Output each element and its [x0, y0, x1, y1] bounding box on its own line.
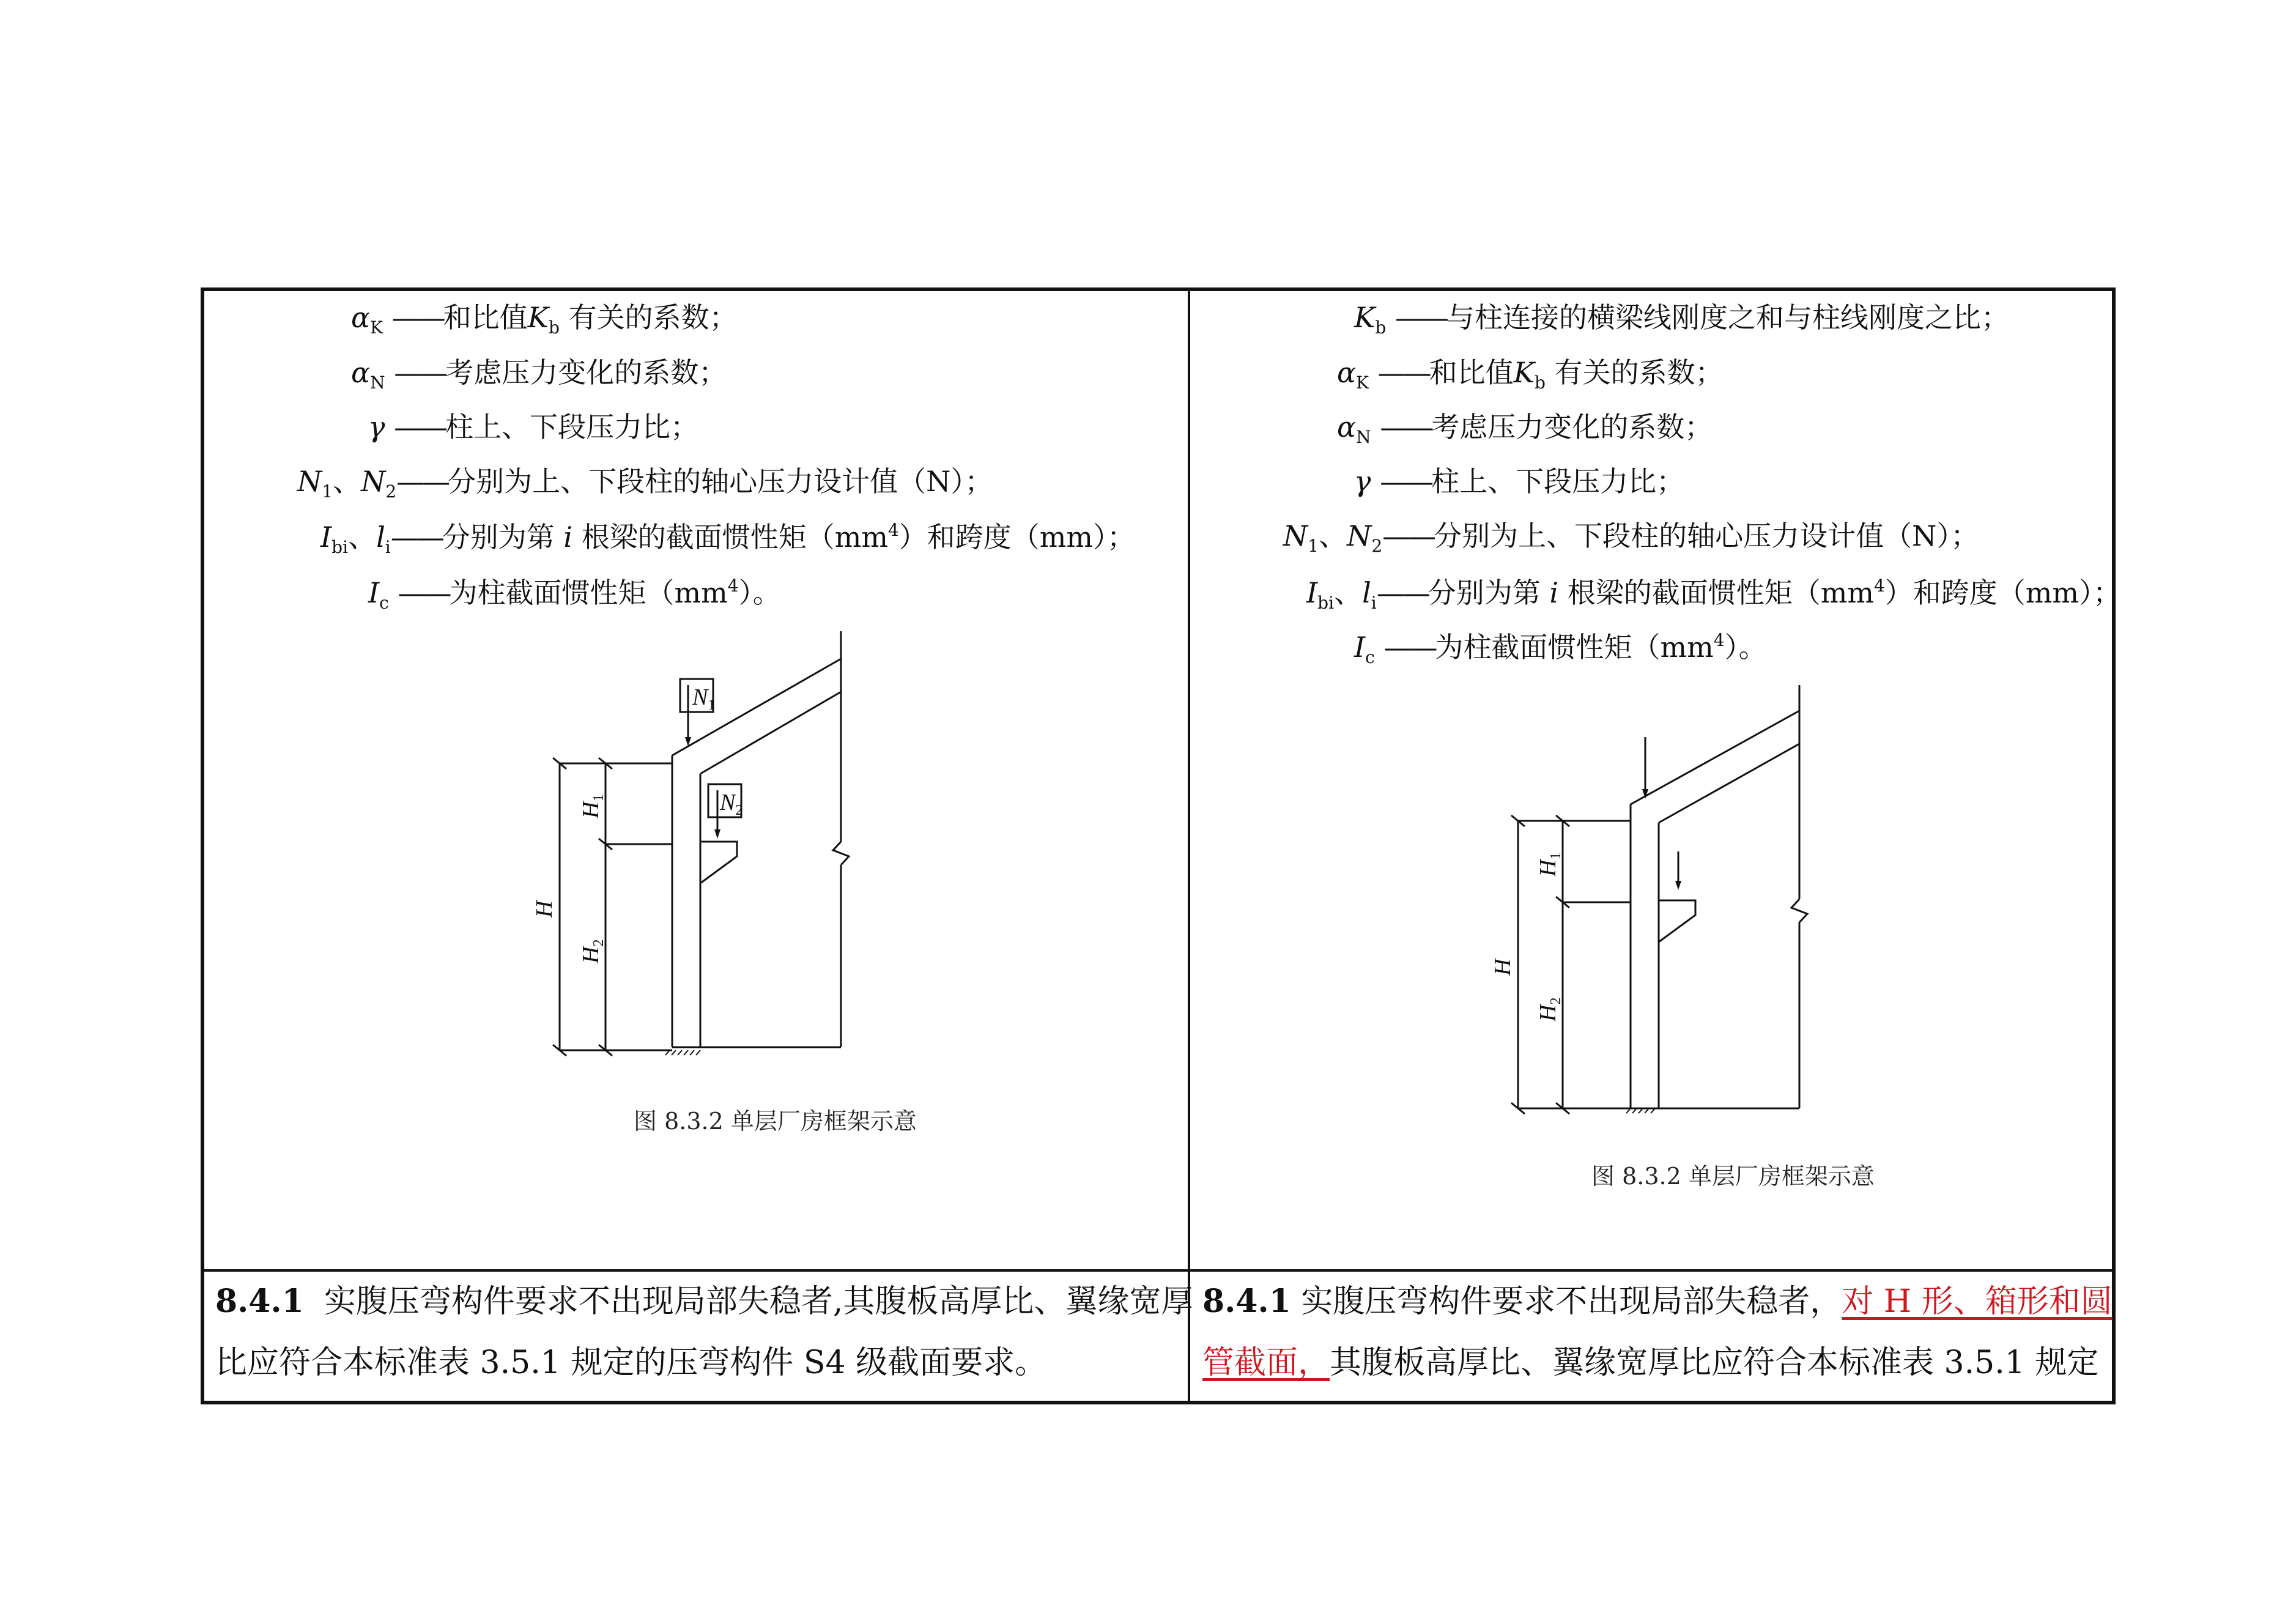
right-def-n1-n2: $N_1$、$N_2——$分别为上、下段柱的轴心压力设计值（N）； — [1283, 519, 1979, 556]
right-def-alpha-n: $\alpha_N$ ——考虑压力变化的系数； — [1337, 410, 1713, 447]
right-clause-inserted-text-1: 对 H 形、箱形和圆 — [1842, 1283, 2113, 1320]
table-border-right — [2112, 287, 2116, 1404]
right-figure-caption: 图 8.3.2 单层厂房框架示意 — [1591, 1163, 1875, 1190]
right-def-ibi-li: $I_{bi}$、$l_i——$分别为第 i 根梁的截面惯性矩$(mm^4)$和跨度（mm）； — [1306, 576, 2122, 613]
right-clause-line2: 管截面，其腹板高厚比、翼缘宽厚比应符合本标准表 3.5.1 规定 — [1202, 1344, 2099, 1381]
right-label-h: H — [1490, 958, 1516, 976]
left-clause-line1: 8.4.1 实腹压弯构件要求不出现局部失稳者,其腹板高厚比、翼缘宽厚 — [215, 1283, 1193, 1320]
left-label-h2: $H_2$ — [578, 939, 607, 963]
table-row-divider — [201, 1269, 2116, 1272]
left-def-ic: $I_c$ ——为柱截面惯性矩$(mm^4)$。 — [368, 576, 781, 613]
left-def-alpha-n: $\alpha_N$ ——考虑压力变化的系数； — [351, 356, 727, 393]
right-clause-inserted-text-2: 管截面， — [1202, 1344, 1330, 1381]
right-frame-diagram — [1468, 679, 1823, 1132]
left-label-n2: $N_2$ — [720, 790, 743, 818]
left-label-n1: $N_1$ — [692, 684, 716, 713]
table-border-bottom — [201, 1401, 2116, 1404]
right-label-h1: $H_1$ — [1535, 852, 1564, 877]
right-label-h2: $H_2$ — [1535, 997, 1564, 1021]
left-label-h1: $H_1$ — [578, 794, 607, 818]
left-frame-diagram — [514, 624, 856, 1077]
left-label-h: H — [531, 900, 557, 918]
left-def-ibi-li: $I_{bi}$、$l_i——$分别为第 i 根梁的截面惯性矩$(mm^4)$和跨度（mm）； — [320, 520, 1136, 557]
table-border-left — [201, 287, 204, 1404]
right-def-ic: $I_c$ ——为柱截面惯性矩$(mm^4)$。 — [1354, 630, 1767, 667]
right-def-gamma: γ ——柱上、下段压力比； — [1354, 465, 1685, 498]
left-clause-line2: 比应符合本标准表 3.5.1 规定的压弯构件 S4 级截面要求。 — [215, 1344, 1047, 1381]
left-def-alpha-k: $\alpha_K$ ——和比值$K_b$ 有关的系数； — [351, 301, 738, 338]
left-def-n1-n2: $N_1$、$N_2——$分别为上、下段柱的轴心压力设计值（N）； — [297, 465, 993, 502]
table-border-top — [201, 287, 2116, 291]
right-def-kb: $K_b$ ——与柱连接的横梁线刚度之和与柱线刚度之比； — [1354, 301, 2009, 338]
left-figure-caption: 图 8.3.2 单层厂房框架示意 — [634, 1108, 917, 1135]
right-def-alpha-k: $\alpha_K$ ——和比值$K_b$ 有关的系数； — [1337, 356, 1724, 393]
right-clause-line1: 8.4.1 实腹压弯构件要求不出现局部失稳者，对 H 形、箱形和圆 — [1202, 1283, 2113, 1320]
table-column-divider — [1188, 287, 1190, 1404]
left-def-gamma: γ ——柱上、下段压力比； — [368, 410, 699, 443]
